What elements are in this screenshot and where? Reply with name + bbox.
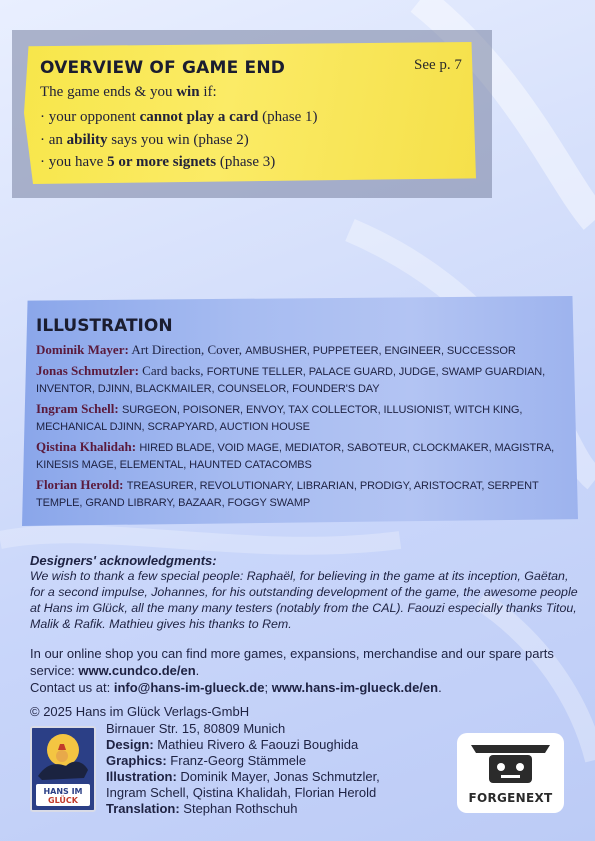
page-reference: See p. 7 (414, 57, 462, 73)
credit-entry (36, 363, 566, 397)
artist-name: Jonas Schmutzler: (36, 363, 139, 378)
artist-name: Ingram Schell: (36, 401, 119, 416)
hans-im-glueck-logo-art (32, 728, 94, 810)
address: Birnauer Str. 15, 80809 Munich (106, 721, 286, 736)
graphics-names: Franz-Georg Stämmele (166, 753, 307, 768)
website-link[interactable]: www.hans-im-glueck.de/en (271, 680, 439, 695)
hig-logo-line2: GLÜCK (48, 796, 78, 805)
contact-label: Contact us at: (30, 680, 114, 695)
translation-label: Translation: (106, 801, 180, 816)
translation-credit (106, 801, 380, 817)
condition-item (40, 129, 318, 152)
condition-text: (phase 3) (216, 154, 276, 170)
artist-name: Qistina Khalidah: (36, 439, 137, 454)
illustration-title: ILLUSTRATION (36, 316, 173, 336)
design-label: Design: (106, 737, 154, 752)
illustration-credit-cont: Ingram Schell, Qistina Khalidah, Florian Herold (106, 785, 377, 800)
intro-win: win (176, 84, 200, 100)
intro-end: if: (199, 84, 217, 100)
acknowledgments-heading: Designers' acknowledgments: (30, 553, 217, 568)
illustration-names: Dominik Mayer, Jonas Schmutzler, (176, 769, 380, 784)
imprint (106, 721, 380, 817)
punctuation: . (195, 663, 200, 678)
email-link[interactable]: info@hans-im-glueck.de (113, 680, 265, 695)
credit-entry (36, 439, 566, 473)
illustration-credits (36, 342, 566, 515)
acknowledgments-body: We wish to thank a few special people: Raphaël, for believing in the game at its inception, Gaëtan, for a second impulse, Johannes, for his outstanding development of the game, the awesome people at Hans im Glück, all the many many testers (notably from the CAL). Faouzi especially thanks Titou, Malik & Rafik. Mathieu gives his thanks to Rem. (30, 569, 578, 631)
separator: ; (264, 680, 272, 695)
card-names: FORTUNE TELLER, PALACE GUARD, JUDGE, SWAMP GUARDIAN, INVENTOR, DJINN, BLACKMAILER, COUNSELOR, FOUNDER'S DAY (36, 366, 546, 395)
condition-text: · your opponent (40, 109, 140, 125)
punctuation: . (438, 680, 442, 695)
contact-line (30, 679, 578, 696)
translation-names: Stephan Rothschuh (179, 801, 298, 816)
condition-bold: cannot play a card (139, 109, 259, 125)
shop-description: In our online shop you can find more games, expansions, merchandise and our spare parts service: (30, 646, 554, 678)
game-end-title: OVERVIEW OF GAME END (40, 58, 286, 78)
design-credit (106, 737, 380, 753)
credit-text: Card backs, (138, 363, 207, 378)
artist-name: Dominik Mayer: (36, 342, 129, 357)
card-names: TREASURER, REVOLUTIONARY, LIBRARIAN, PRODIGY, ARISTOCRAT, SERPENT TEMPLE, GRAND LIBRARY, BAZAAR, FOGGY SWAMP (36, 480, 539, 509)
card-names: AMBUSHER, PUPPETEER, ENGINEER, SUCCESSOR (245, 345, 516, 357)
card-names: HIRED BLADE, VOID MAGE, MEDIATOR, SABOTEUR, CLOCKMAKER, MAGISTRA, KINESIS MAGE, ELEMENTAL, HAUNTED CATACOMBS (36, 442, 555, 471)
graphics-label: Graphics: (106, 753, 167, 768)
illustration-credit (106, 769, 380, 785)
condition-bold: 5 or more signets (107, 154, 217, 170)
shop-info (30, 645, 578, 696)
hans-im-glueck-logo (30, 726, 96, 812)
artist-name: Florian Herold: (36, 477, 124, 492)
acknowledgments (30, 553, 578, 632)
hig-logo-line1: HANS IM (43, 787, 83, 796)
condition-item (40, 106, 318, 129)
credit-entry (36, 401, 566, 435)
credit-entry (36, 342, 566, 359)
game-end-conditions (40, 106, 318, 174)
game-end-intro (40, 84, 217, 101)
credit-entry (36, 477, 566, 511)
forgenext-robot-icon (457, 733, 564, 793)
condition-text: (phase 1) (258, 109, 318, 125)
illustration-label: Illustration: (106, 769, 177, 784)
shop-link[interactable]: www.cundco.de/en (78, 663, 196, 678)
credit-text: Art Direction, Cover, (128, 342, 246, 357)
copyright: © 2025 Hans im Glück Verlags-GmbH (30, 704, 250, 719)
intro-text: The game ends & you (40, 84, 177, 100)
condition-text: · an (40, 131, 67, 148)
condition-text: · you have (40, 154, 108, 170)
design-names: Mathieu Rivero & Faouzi Boughida (153, 737, 359, 752)
condition-text: says you win (phase 2) (107, 131, 249, 148)
shop-text (30, 645, 578, 679)
forgenext-logo (457, 733, 564, 813)
forgenext-wordmark: FORGENEXT (468, 791, 553, 805)
card-names: SURGEON, POISONER, ENVOY, TAX COLLECTOR, ILLUSIONIST, WITCH KING, MECHANICAL DJINN, SCRAPYARD, AUCTION HOUSE (36, 404, 523, 433)
condition-bold: ability (66, 131, 108, 148)
condition-item (40, 151, 318, 174)
graphics-credit (106, 753, 380, 769)
